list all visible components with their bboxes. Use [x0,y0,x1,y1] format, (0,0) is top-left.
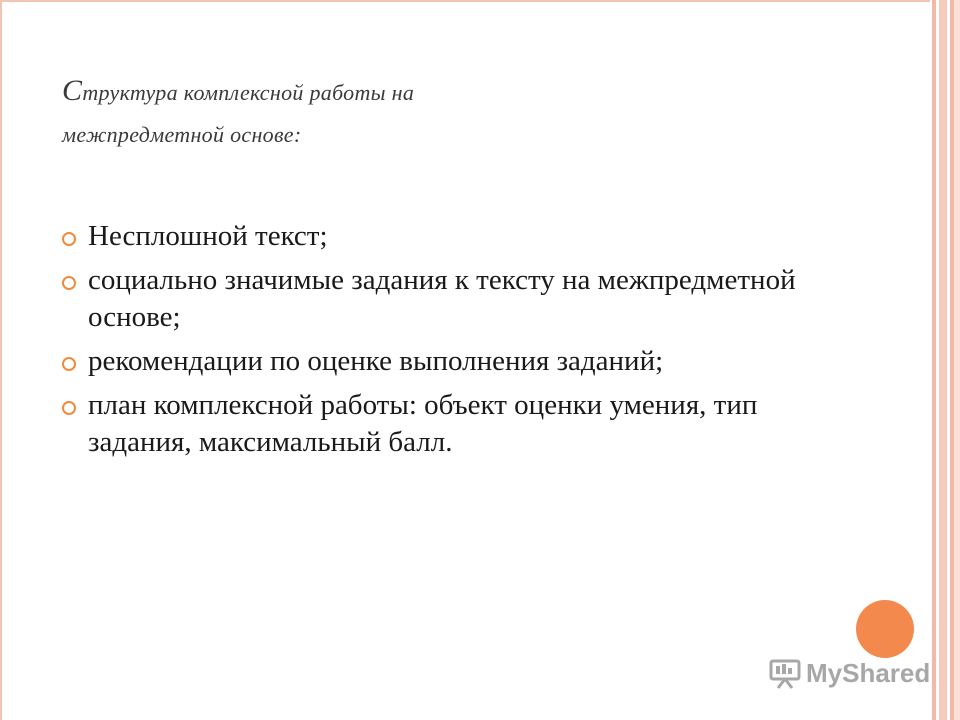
ring-bullet-icon [62,276,76,290]
slide-title [62,70,842,156]
bullet-item [62,262,822,336]
ring-bullet-icon [62,357,76,371]
bullet-list [62,218,822,468]
bullet-text: рекомендации по оценке выполнения заданий; [88,345,664,377]
title-line-2-text: межпредметной основе [62,122,294,147]
bullet-item [62,387,822,461]
bullet-text: социально значимые задания к тексту на межпредметной основе; [88,264,796,333]
slide-title-line-2 [62,114,842,156]
slide-title-line-1 [62,70,842,114]
watermark-logo [768,656,930,690]
title-initial-letter: С [62,74,83,107]
ring-bullet-icon [62,232,76,246]
presentation-board-icon [768,656,802,690]
watermark-text: MyShared [806,657,931,688]
bullet-item [62,218,822,255]
decorative-side-stripes [930,0,960,720]
bullet-text: план комплексной работы: объект оценки умения, тип задания, максимальный балл. [88,389,758,458]
decorative-orange-circle [856,600,914,658]
slide-frame-top-line [0,0,930,2]
title-colon: : [293,122,302,147]
ring-bullet-icon [62,401,76,415]
title-line-1-text: труктура комплексной работы на [82,80,415,105]
bullet-item [62,343,822,380]
bullet-text: Несплошной текст; [88,220,328,252]
slide-frame-left-line [0,0,2,720]
